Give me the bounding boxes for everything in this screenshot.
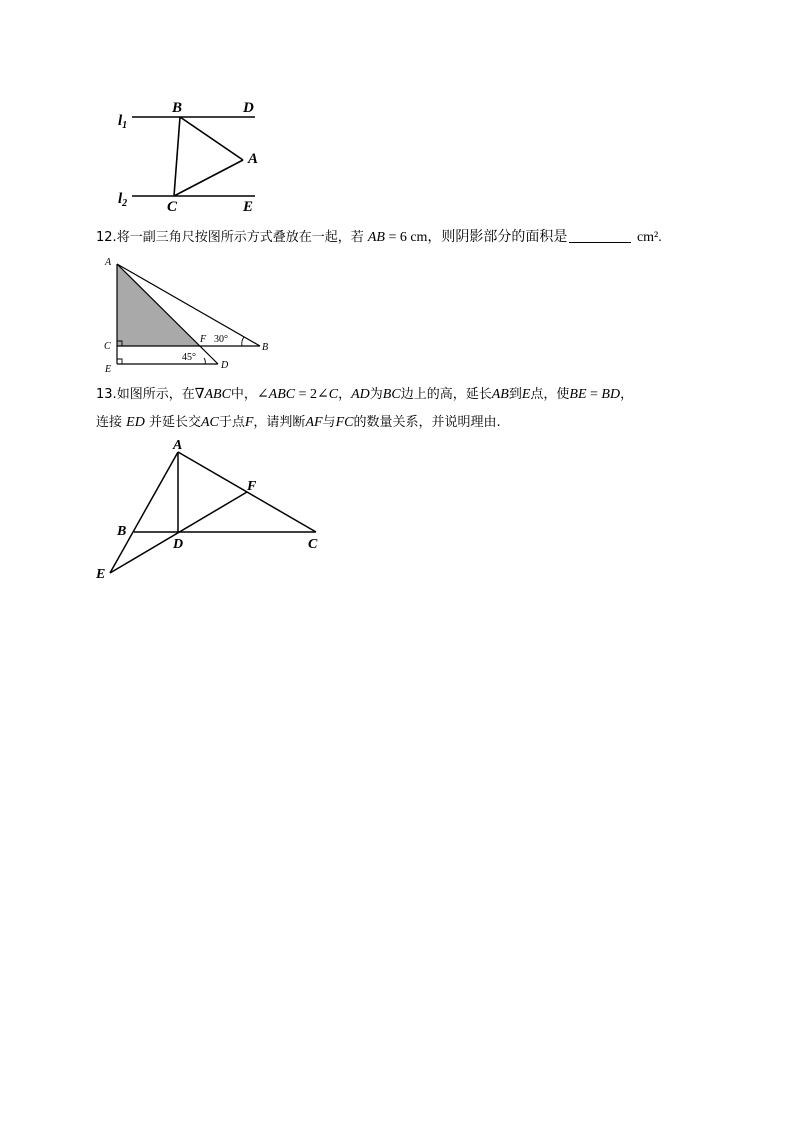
label-e: E (105, 364, 112, 375)
label-e: E (96, 567, 106, 582)
segment-ba (180, 117, 243, 160)
question-12: 12.将一副三角尺按图所示方式叠放在一起，若 AB = 6 cm，则阴影部分的面积是 cm². (96, 230, 662, 245)
question-number: 12. (96, 230, 117, 245)
figure-parallel-lines-triangle (110, 95, 270, 220)
right-angle-mark-e (117, 359, 122, 364)
segment-bc (174, 117, 180, 196)
question-13-line-2: 连接 ED 并延长交AC于点F，请判断AF与FC的数量关系，并说明理由. (96, 415, 501, 430)
label-a: A (173, 438, 183, 453)
label-b: B (117, 524, 127, 539)
label-angle-45: 45° (182, 352, 196, 363)
segment-ca (174, 160, 243, 196)
label-b: B (262, 342, 269, 353)
label-l1: $l_1$ (118, 113, 128, 131)
angle-arc-30 (242, 337, 244, 346)
label-l2: $l_2$ (118, 191, 128, 209)
label-c: C (167, 199, 178, 215)
label-e: E (243, 199, 254, 215)
angle-arc-45 (204, 358, 205, 364)
label-a: A (105, 257, 112, 268)
figure-set-squares (100, 255, 280, 375)
answer-blank[interactable] (569, 228, 631, 243)
label-a: A (248, 151, 259, 167)
question-number: 13. (96, 387, 117, 402)
question-13-line-1: 13.如图所示，在∇ABC中，∠ABC = 2∠C，AD为BC边上的高，延长AB到E点，使BE = BD， (96, 387, 634, 402)
label-d: D (221, 360, 229, 371)
label-angle-30: 30° (214, 334, 228, 345)
figure-triangle-abc (90, 435, 340, 585)
label-d: D (243, 100, 254, 116)
label-f: F (200, 334, 207, 345)
label-c: C (104, 341, 111, 352)
label-d: D (173, 537, 184, 552)
label-b: B (172, 100, 183, 116)
segment-ae (110, 452, 178, 573)
label-f: F (247, 479, 257, 494)
label-c: C (308, 537, 318, 552)
